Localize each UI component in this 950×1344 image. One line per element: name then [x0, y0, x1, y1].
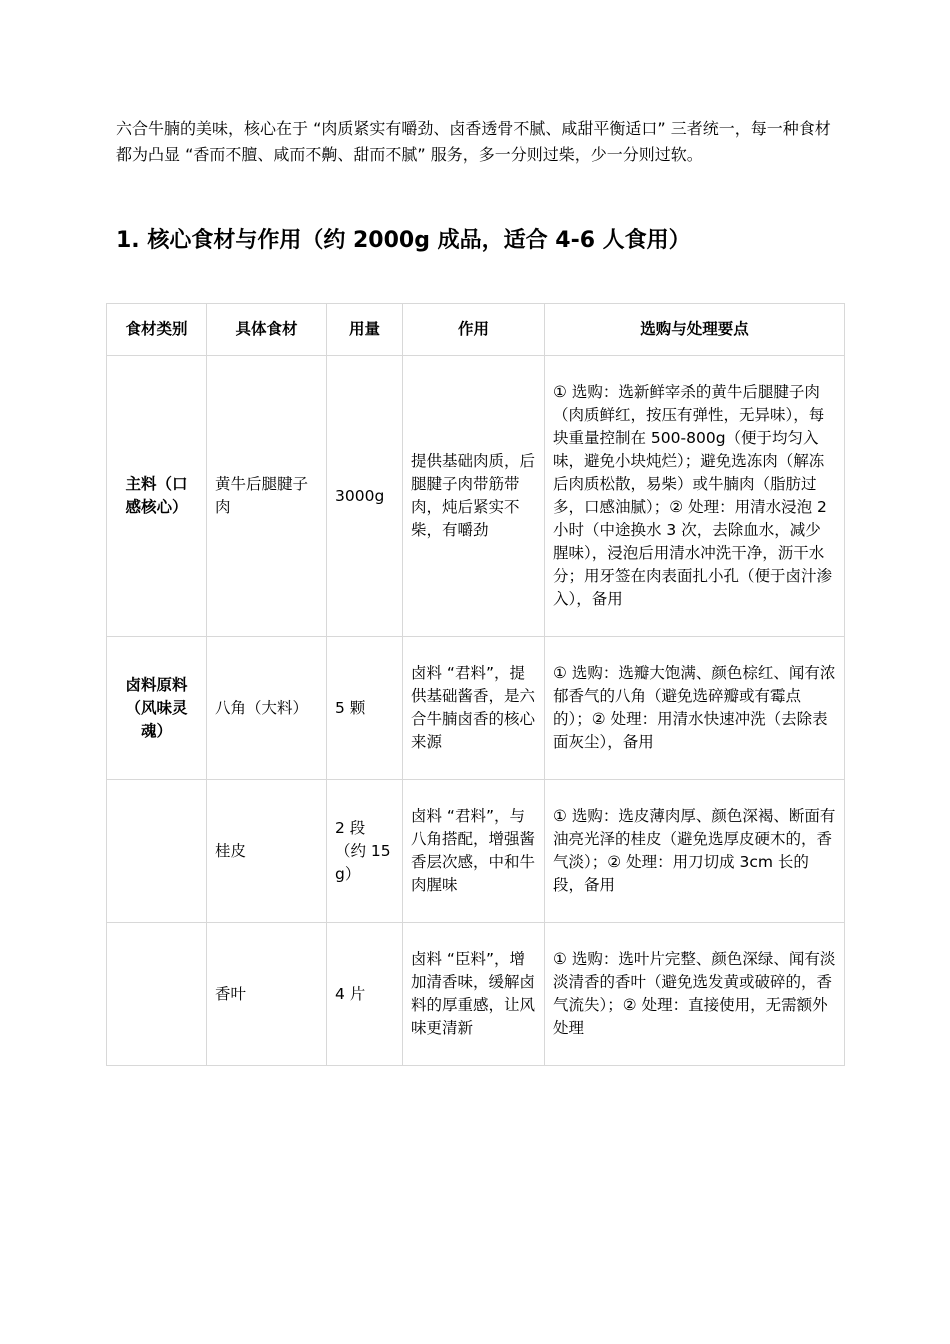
cell-ingredient: 八角（大料） [207, 637, 327, 780]
cell-amount: 3000g [327, 356, 403, 637]
cell-tips: ① 选购：选新鲜宰杀的黄牛后腿腱子肉（肉质鲜红，按压有弹性，无异味），每块重量控制在 500-800g（便于均匀入味，避免小块炖烂）；避免选冻肉（解冻后肉质松散，易柴）或牛腩肉（脂肪过多，口感油腻）；② 处理：用清水浸泡 2 小时（中途换水 3 次，去除血水，减少腥味），浸泡后用清水冲洗干净，沥干水分；用牙签在肉表面扎小孔（便于卤汁渗入），备用 [545, 356, 845, 637]
header-tips: 选购与处理要点 [545, 304, 845, 356]
cell-ingredient: 香叶 [207, 923, 327, 1066]
header-amount: 用量 [327, 304, 403, 356]
header-category: 食材类别 [107, 304, 207, 356]
cell-category: 主料（口感核心） [107, 356, 207, 637]
cell-category [107, 923, 207, 1066]
cell-tips: ① 选购：选皮薄肉厚、颜色深褐、断面有油亮光泽的桂皮（避免选厚皮硬木的，香气淡）；② 处理：用刀切成 3cm 长的段，备用 [545, 780, 845, 923]
cell-amount: 2 段（约 15g） [327, 780, 403, 923]
cell-role: 卤料 “臣料”，增加清香味，缓解卤料的厚重感，让风味更清新 [403, 923, 545, 1066]
header-ingredient: 具体食材 [207, 304, 327, 356]
table-row [107, 356, 845, 637]
cell-role: 提供基础肉质，后腿腱子肉带筋带肉，炖后紧实不柴，有嚼劲 [403, 356, 545, 637]
cell-tips: ① 选购：选叶片完整、颜色深绿、闻有淡淡清香的香叶（避免选发黄或破碎的，香气流失）；② 处理：直接使用，无需额外处理 [545, 923, 845, 1066]
table-row [107, 637, 845, 780]
cell-amount: 5 颗 [327, 637, 403, 780]
cell-ingredient: 桂皮 [207, 780, 327, 923]
cell-category [107, 780, 207, 923]
cell-role: 卤料 “君料”，提供基础酱香，是六合牛腩卤香的核心来源 [403, 637, 545, 780]
intro-paragraph: 六合牛腩的美味，核心在于 “肉质紧实有嚼劲、卤香透骨不腻、咸甜平衡适口” 三者统一，每一种食材都为凸显 “香而不膻、咸而不齁、甜而不腻” 服务，多一分则过柴，少一分则过软。 [116, 119, 831, 164]
table-header-row [107, 304, 845, 356]
cell-tips: ① 选购：选瓣大饱满、颜色棕红、闻有浓郁香气的八角（避免选碎瓣或有霉点的）；② 处理：用清水快速冲洗（去除表面灰尘），备用 [545, 637, 845, 780]
ingredients-table [106, 303, 845, 1066]
section-heading: 1. 核心食材与作用（约 2000g 成品，适合 4-6 人食用） [116, 228, 691, 253]
cell-role: 卤料 “君料”，与八角搭配，增强酱香层次感，中和牛肉腥味 [403, 780, 545, 923]
cell-ingredient: 黄牛后腿腱子肉 [207, 356, 327, 637]
header-role: 作用 [403, 304, 545, 356]
table-row [107, 780, 845, 923]
cell-amount: 4 片 [327, 923, 403, 1066]
cell-category: 卤料原料（风味灵魂） [107, 637, 207, 780]
table-row [107, 923, 845, 1066]
